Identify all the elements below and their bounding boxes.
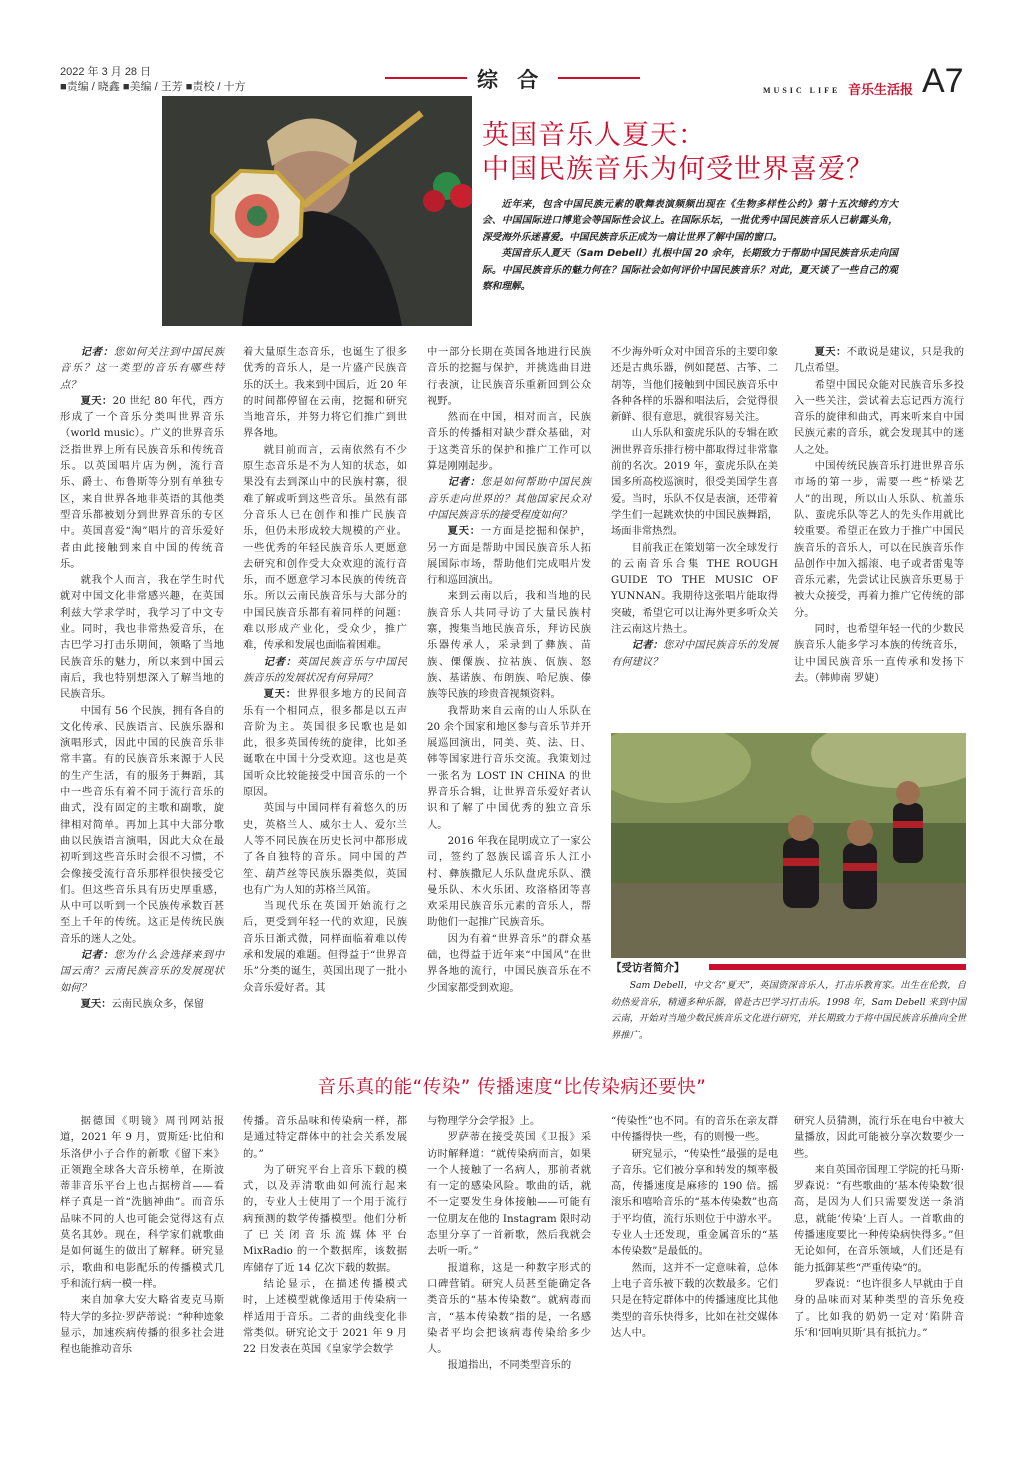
top-photo bbox=[162, 96, 472, 326]
paragraph: 来到云南以后，我和当地的民族音乐人共同寻访了大量民族村寨，搜集当地民族音乐，拜访民族乐器传承人，采录到了彝族、苗族、傈僳族、拉祜族、佤族、怒族、基诺族、布朗族、哈尼族、傣族等民族的珍贵音视频资料。 bbox=[427, 590, 591, 701]
paragraph: 与物理学分会学报》上。 bbox=[427, 1115, 541, 1127]
interviewee-box-header bbox=[611, 962, 966, 974]
paragraph: 着大量原生态音乐，也诞生了很多优秀的音乐人，是一片盛产民族音乐的沃土。我来到中国后，近 20 年的时间都停留在云南，挖掘和研究当地音乐，并努力将它们推广到世界各地。 bbox=[243, 346, 407, 440]
paragraph: 然而，这并不一定意味着，总体上电子音乐被下载的次数最多。它们只是在特定群体中的传播速度比其他类型的音乐快得多，比如在社交媒体达人中。 bbox=[611, 1261, 778, 1339]
paragraph: 来自加拿大安大略省麦克马斯特大学的多拉·罗萨蒂说：“种种迹象显示，加速疾病传播的很多社会进程也能推动音乐 bbox=[60, 1294, 224, 1356]
header-rule-left bbox=[385, 77, 467, 79]
paragraph: 我帮助来自云南的山人乐队在 20 余个国家和地区参与音乐节并开展巡回演出，同美、英、法、日、韩等国家进行音乐交流。我策划过一张名为 LOST IN CHINA 的世界音乐合辑，让世界音乐爱好者认识和了解了中国优秀的独立音乐人。 bbox=[427, 704, 591, 831]
paragraph: 为了研究平台上音乐下载的模式，以及弄清歌曲如何流行起来的，专业人士使用了一个用于流行病预测的数学传播模型。他们分析了已关闭音乐流媒体平台 MixRadio 的一个数据库，该数据库储存了近 14 亿次下载的数据。 bbox=[243, 1163, 407, 1274]
paragraph: 据德国《明镜》周刊网站报道，2021 年 9 月，贾斯廷·比伯和乐洛伊小子合作的新歌《留下来》正领跑全球各大音乐榜单，在斯波蒂菲音乐平台上也占据榜首——看样子真是一首“洗脑神曲”。而音乐品味不同的人也可能会觉得这有点莫名其妙。现在，科学家们就歌曲是如何诞生的做出了解释。研究显示，歌曲和电影配乐的传播模式几乎和流行病一模一样。 bbox=[60, 1115, 224, 1290]
paragraph: 就我个人而言，我在学生时代就对中国文化非常感兴趣，在英国利兹大学求学时，我学习了中文专业。同时，我也非常热爱音乐，在古巴学习打击乐期间，领略了当地民族音乐的魅力，所以来到中国云南后，我也特别想深入了解当地的民族音乐。 bbox=[60, 574, 224, 701]
article2-column-1 bbox=[60, 1113, 224, 1357]
section-title: 综 合 bbox=[477, 67, 545, 92]
article-column-5 bbox=[794, 344, 964, 686]
paragraph: 中一部分长期在英国各地进行民族音乐的挖掘与保护，并挑选曲目进行表演，让民族音乐重新回到公众视野。 bbox=[427, 346, 591, 407]
brand-chinese: 音乐生活报 bbox=[848, 83, 914, 98]
article2-column-5 bbox=[794, 1113, 964, 1341]
question: 记者：英国民族音乐与中国民族音乐的发展状况有何异同？ bbox=[243, 655, 408, 684]
paragraph: 罗森说：“也许很多人早就由于自身的品味而对某种类型的音乐免疫了。比如我的奶奶一定对‘陷阱音乐’和‘回响贝斯’具有抵抗力。” bbox=[794, 1277, 965, 1339]
paragraph: 报道称，这是一种数字形式的口碑营销。研究人员甚至能确定各类音乐的“基本传染数”。就病毒而言，“基本传染数”指的是，一名感染者平均会把该病毒传染给多少人。 bbox=[427, 1261, 591, 1356]
second-article-headline: 音乐真的能“传染” 传播速度“比传染病还要快” bbox=[317, 1077, 707, 1098]
paragraph: 结论显示，在描述传播模式时，上述模型就像适用于传染病一样适用于音乐。二者的曲线变化非常类似。研究论文于 2021 年 9 月 22 日发表在英国《皇家学会数学 bbox=[243, 1277, 407, 1356]
question: 记者：您为什么会选择来到中国云南？云南民族音乐的发展现状如何？ bbox=[60, 948, 225, 994]
paragraph: 希望中国民众能对民族音乐多投入一些关注，尝试着去忘记西方流行音乐的旋律和曲式，再来听来自中国民族元素的音乐，就会发现其中的迷人之处。 bbox=[794, 378, 964, 456]
interviewee-box-bar bbox=[709, 964, 966, 970]
musician-photo-illustration bbox=[162, 96, 472, 326]
lead-paragraphs bbox=[482, 197, 898, 295]
headline-line-2: 中国民族音乐为何受世界喜爱？ bbox=[482, 154, 874, 185]
article-column-2 bbox=[243, 344, 407, 996]
paragraph: 研究人员猜测，流行乐在电台中被大量播放，因此可能被分享次数要少一些。 bbox=[794, 1115, 964, 1160]
paragraph: 中国有 56 个民族，拥有各自的文化传承、民族语言、民族乐器和演唱形式，因此中国的民族音乐非常丰富。有的民族音乐来源于人民的生产生活，有的服务于舞蹈，其中一些音乐有着不同于流行音乐的曲式，没有固定的主歌和副歌，旋律相对简单。再加上其中大部分歌曲以民族语言演唱，因此大众在最初听到这些音乐时会很不习惯，不会像接受流行音乐那样很快接受它们。但这些音乐具有历史厚重感，从中可以听到一个民族传承数百甚至上千年的传统。这正是传统民族音乐的迷人之处。 bbox=[60, 704, 224, 945]
paragraph: 不少海外听众对中国音乐的主要印象还是古典乐器，例如琵琶、古筝、二胡等，当他们接触到中国民族音乐中各种各样的乐器和唱法后，会觉得很新鲜、很有意思，就很容易关注。 bbox=[611, 346, 778, 424]
paragraph: 同时，也希望年轻一代的少数民族音乐人能多学习本族的传统音乐，让中国民族音乐一直传承和发扬下去。（韩帅南 罗婕） bbox=[794, 623, 964, 684]
interviewee-box-title: 【受访者简介】 bbox=[611, 962, 685, 974]
paragraph: 中国传统民族音乐打进世界音乐市场的第一步，需要一些“桥梁艺人”的出现，所以山人乐队、杭盖乐队、蛮虎乐队等艺人的先头作用就比较重要。希望正在致力于推广中国民族音乐的音乐人，可以在民族音乐作品创作中加入摇滚、电子或者雷鬼等音乐元素，先尝试让民族音乐更易于被大众接受，再着力推广它传统的部分。 bbox=[794, 460, 964, 619]
brand-english: MUSIC LIFE bbox=[763, 86, 841, 95]
question: 记者：您是如何帮助中国民族音乐走向世界的？其他国家民众对中国民族音乐的接受程度如何？ bbox=[427, 476, 592, 521]
paragraph: 目前我正在策划第一次全球发行的云南音乐合集 THE ROUGH GUIDE TO THE MUSIC OF YUNNAN。我期待这张唱片能取得突破，希望它可以让海外更多听众关注云南这片热土。 bbox=[611, 541, 778, 636]
answer: 夏天：云南民族众多，保留 bbox=[80, 997, 205, 1010]
answer: 夏天：20 世纪 80 年代，西方形成了一个音乐分类叫世界音乐（world music）。广义的世界音乐泛指世界上所有民族音乐和传统音乐。以英国唱片店为例，流行音乐、爵士、布鲁斯等分别有单独专区，来自世界各地非英语的其他类型音乐都被划分到世界音乐的专区中。英国喜爱“淘”唱片的音乐爱好者由此接触到来自中国的传统音乐。 bbox=[60, 394, 225, 570]
paragraph: 2016 年我在昆明成立了一家公司，签约了怒族民谣音乐人江小村、彝族撒尼人乐队盘虎乐队、濮曼乐队、木火乐团、玫洛格团等喜欢采用民族音乐元素的音乐人，帮助他们一起推广民族音乐。 bbox=[427, 834, 591, 929]
paragraph: 然而在中国，相对而言，民族音乐的传播相对缺少群众基础，对于这类音乐的保护和推广工作可以算是刚刚起步。 bbox=[427, 411, 591, 473]
question: 记者：您对中国民族音乐的发展有何建议？ bbox=[611, 639, 779, 668]
article-column-4 bbox=[611, 344, 778, 670]
children-photo bbox=[611, 733, 966, 958]
paragraph: 报道指出，不同类型音乐的 bbox=[447, 1359, 572, 1372]
article-column-1 bbox=[60, 344, 224, 1012]
paragraph: 当现代乐在英国开始流行之后，更受到年轻一代的欢迎，民族音乐日渐式微，同样面临着难以传承和发展的难题。但得益于“世界音乐”分类的诞生，英国出现了一批小众音乐爱好者。其 bbox=[243, 900, 407, 994]
lead-paragraph-2: 英国音乐人夏天（Sam Debell）扎根中国 20 余年，长期致力于帮助中国民族音乐走向国际。中国民族音乐的魅力何在？国际社会如何评价中国民族音乐？对此，夏天谈了一些自己的观察和理解。 bbox=[482, 248, 898, 293]
header-rule-right bbox=[558, 77, 640, 79]
paragraph: “传染性”也不同。有的音乐在亲友群中传播得快一些，有的则慢一些。 bbox=[611, 1115, 778, 1144]
editor-credits: ■责编 / 晓鑫 ■美编 / 王芳 ■责校 / 十方 bbox=[60, 81, 246, 93]
headline-line-1: 英国音乐人夏天： bbox=[482, 120, 706, 151]
article2-column-4 bbox=[611, 1113, 778, 1341]
answer: 夏天：不敢说是建议，只是我的几点希望。 bbox=[794, 346, 965, 375]
answer: 夏天：世界很多地方的民间音乐有一个相同点，很多都是以五声音阶为主。英国很多民歌也是如此，很多英国传统的旋律，比如圣诞歌在中国十分受欢迎。这也是英国听众比较能接受中国音乐的一个原因。 bbox=[243, 688, 408, 799]
paragraph: 因为有着“世界音乐”的群众基础，也得益于近年来“中国风”在世界各地的流行，中国民族音乐在不少国家都受到欢迎。 bbox=[427, 932, 591, 994]
paragraph: 传播。音乐品味和传染病一样，都是通过特定群体中的社会关系发展的。” bbox=[243, 1115, 407, 1160]
paragraph: 就目前而言，云南依然有不少原生态音乐是不为人知的状态，如果没有去到深山中的民族村寨，很难了解或听到这些音乐。虽然有部分音乐人已在创作和推广民族音乐，但仍未形成较大规模的产业。一些优秀的年轻民族音乐人更愿意去研究和创作受大众欢迎的流行音乐，而不愿意学习本民族的传统音乐。所以云南民族音乐与大部分的中国民族音乐都有着同样的问题：难以形成产业化，受众少，推广难，传承和发展也面临着困难。 bbox=[243, 443, 407, 652]
paragraph: 研究显示，“传染性”最强的是电子音乐。它们被分享和转发的频率极高，传播速度是麻疹的 190 倍。摇滚乐和嘻哈音乐的“基本传染数”也高于平均值，流行乐则位于中游水平。专业人士还发现，重金属音乐的“基本传染数”是最低的。 bbox=[611, 1147, 778, 1258]
interviewee-box-text: Sam Debell，中文名“夏天”，英国资深音乐人，打击乐教育家。出生在伦敦，自幼热爱音乐，精通多种乐器，曾赴古巴学习打击乐。1998 年，Sam Debell 来到中国云南，开始对当地少数民族音乐文化进行研究，并长期致力于将中国民族音乐推向全世界推广。 bbox=[611, 980, 966, 1041]
paragraph: 来自英国帝国理工学院的托马斯·罗森说：“有些歌曲的‘基本传染数’很高，是因为人们只需要发送一条消息，就能‘传染’上百人。一首歌曲的传播速度要比一种传染病快得多。”但无论如何，在音乐领域，人们还是有能力抵御某些“严重传染”的。 bbox=[794, 1163, 964, 1274]
article-column-3 bbox=[427, 344, 591, 996]
lead-paragraph-1: 近年来，包含中国民族元素的歌舞表演频频出现在《生物多样性公约》第十五次缔约方大会、中国国际进口博览会等国际性会议上。在国际乐坛，一批优秀中国民族音乐人已崭露头角，深受海外乐迷喜爱。中国民族音乐正成为一扇让世界了解中国的窗口。 bbox=[482, 199, 898, 243]
paragraph: 英国与中国同样有着悠久的历史，英格兰人、威尔士人、爱尔兰人等不同民族在历史长河中都形成了各自独特的音乐。同中国的芦笙、葫芦丝等民族乐器类似，英国也有广为人知的苏格兰风笛。 bbox=[243, 802, 407, 896]
article2-column-3 bbox=[427, 1113, 591, 1374]
page-number: A7 bbox=[922, 62, 964, 100]
band-photo-illustration bbox=[611, 733, 966, 958]
issue-date: 2022 年 3 月 28 日 bbox=[60, 66, 152, 78]
paragraph: 罗萨蒂在接受英国《卫报》采访时解释道：“就传染病而言，如果一个人接触了一名病人，那前者就有一定的感染风险。歌曲的话，就不一定要发生身体接触——可能有一位朋友在他的 Instagram 限时动态里分享了一首新歌，然后我就会去听一听。” bbox=[427, 1131, 591, 1258]
question: 记者：您如何关注到中国民族音乐？这一类型的音乐有哪些特点？ bbox=[60, 346, 225, 391]
paragraph: 山人乐队和蛮虎乐队的专辑在欧洲世界音乐排行榜中都取得过非常靠前的名次。2019 年，蛮虎乐队在美国多所高校巡演时，很受美国学生喜爱。当时，乐队不仅是表演，还带着学生们一起跳欢快的中国民族舞蹈，场面非常热烈。 bbox=[611, 427, 778, 538]
answer: 夏天：一方面是挖掘和保护，另一方面是帮助中国民族音乐人拓展国际市场，帮助他们完成唱片发行和巡回演出。 bbox=[427, 525, 592, 587]
article2-column-2 bbox=[243, 1113, 407, 1357]
